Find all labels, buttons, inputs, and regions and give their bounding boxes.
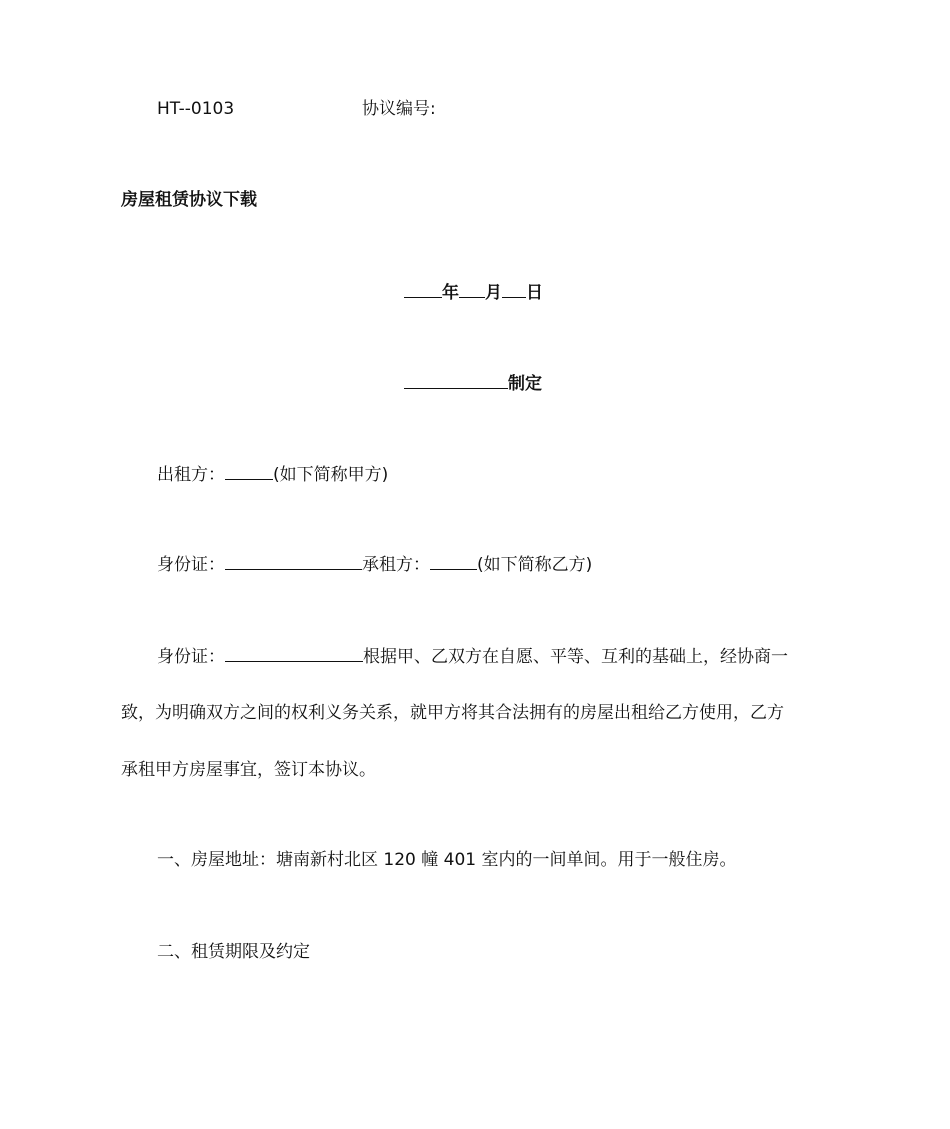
year-blank — [404, 281, 442, 298]
month-blank — [459, 281, 485, 298]
lessee-suffix: (如下简称乙方) — [477, 555, 593, 575]
date-line — [404, 281, 543, 304]
header-line — [157, 98, 234, 120]
year-label: 年 — [442, 283, 459, 303]
day-blank — [502, 281, 526, 298]
made-by-blank — [404, 372, 508, 389]
day-label: 日 — [526, 283, 543, 303]
id-lessee-line — [157, 553, 592, 576]
lessor-suffix: (如下简称甲方) — [273, 465, 389, 485]
lessee-id-blank — [225, 645, 363, 662]
clause-2-heading: 二、租赁期限及约定 — [157, 942, 310, 962]
clause-1-address: 一、房屋地址：塘南新村北区 120 幢 401 室内的一间单间。用于一般住房。 — [157, 850, 737, 870]
lessor-blank — [225, 463, 273, 480]
paragraph-part-1: 根据甲、乙双方在自愿、平等、互利的基础上，经协商一 — [363, 647, 788, 667]
made-by-label: 制定 — [508, 374, 542, 394]
month-label: 月 — [485, 283, 502, 303]
id-paragraph-line — [157, 645, 788, 668]
lessee-blank — [430, 553, 477, 570]
paragraph-part-3: 承租甲方房屋事宜，签订本协议。 — [121, 760, 376, 780]
lessor-label: 出租方： — [157, 465, 225, 485]
lessor-line — [157, 463, 388, 486]
document-title: 房屋租赁协议下载 — [121, 190, 257, 210]
paragraph-part-2: 致，为明确双方之间的权利义务关系，就甲方将其合法拥有的房屋出租给乙方使用，乙方 — [121, 703, 784, 723]
agreement-number-label: 协议编号: — [362, 99, 436, 119]
made-by-line — [404, 372, 542, 395]
id-label-1: 身份证： — [157, 555, 225, 575]
agreement-number — [362, 98, 436, 120]
lessee-label: 承租方： — [362, 555, 430, 575]
lessor-id-blank — [225, 553, 362, 570]
id-label-2: 身份证： — [157, 647, 225, 667]
contract-code: HT--0103 — [157, 99, 235, 119]
